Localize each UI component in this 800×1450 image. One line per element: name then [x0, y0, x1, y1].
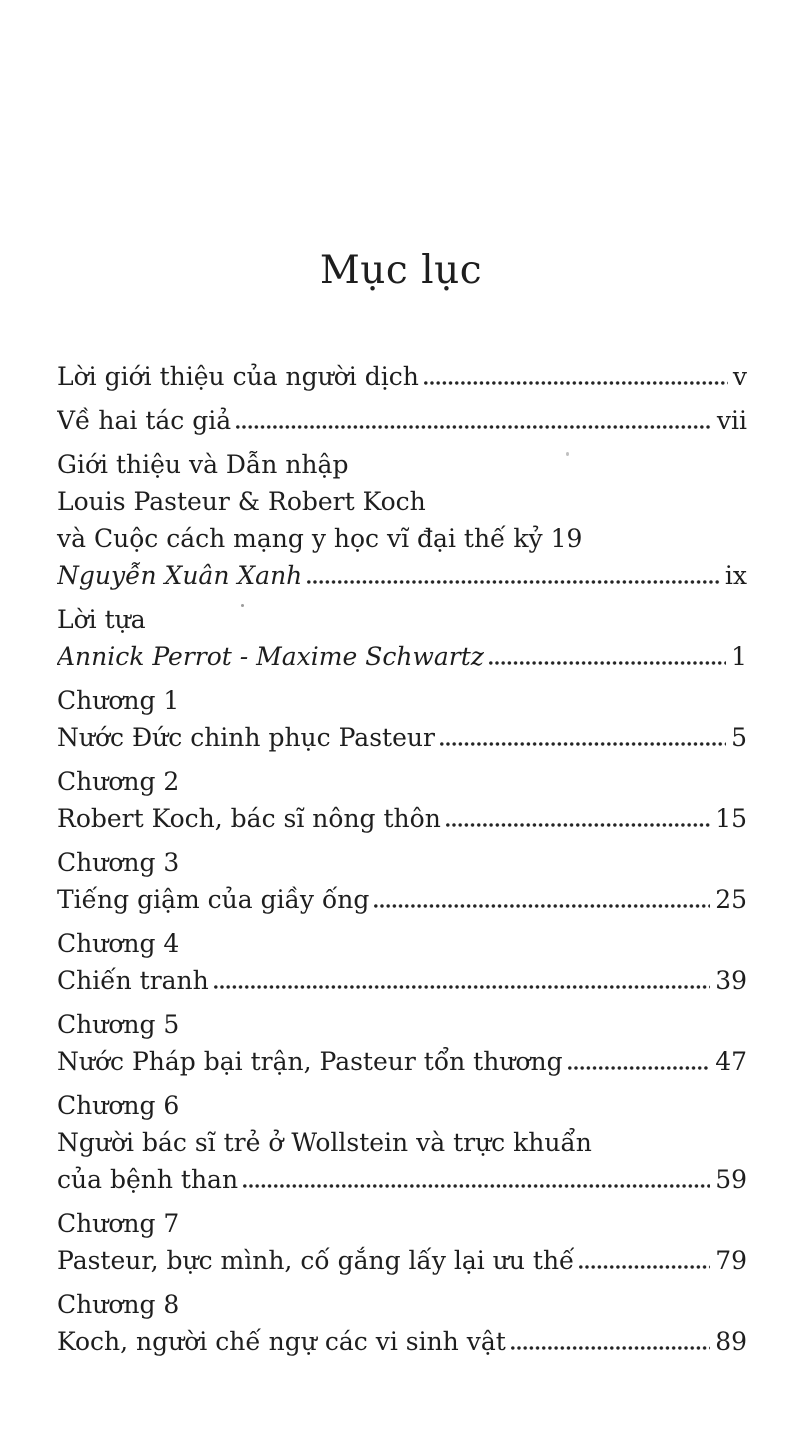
- toc-entry-heading: Lời tựa: [57, 605, 146, 634]
- toc-entry-page: ix: [724, 561, 747, 590]
- toc-entry-heading: Louis Pasteur & Robert Koch: [57, 487, 426, 516]
- toc-entry: [57, 682, 747, 756]
- dot-leader: [236, 425, 712, 429]
- toc-entry-title: Tiếng giậm của giầy ống: [57, 885, 370, 914]
- toc-entry-row: [57, 402, 747, 439]
- toc-entry-page: 25: [715, 885, 747, 914]
- toc-entry-page: 39: [715, 966, 747, 995]
- toc-entry: [57, 1286, 747, 1360]
- toc-entry-heading: Chương 7: [57, 1209, 180, 1238]
- toc-entry-title: Nước Đức chinh phục Pasteur: [57, 723, 435, 752]
- page-title: Mục lục: [319, 248, 483, 293]
- toc-entry-heading: Giới thiệu và Dẫn nhập: [57, 450, 349, 479]
- toc-entry-title: Về hai tác giả: [57, 406, 232, 435]
- toc-entry-row: [57, 1043, 747, 1080]
- dot-leader: [440, 742, 726, 746]
- toc-entry: [57, 446, 747, 594]
- toc-entry-row: [57, 1323, 747, 1360]
- toc-entry-row: [57, 358, 747, 395]
- toc-entry-row: [57, 638, 747, 675]
- toc-entry: [57, 1087, 747, 1198]
- toc-entry-page: 79: [715, 1246, 747, 1275]
- dot-leader: [243, 1184, 710, 1188]
- toc-entry-page: v: [732, 362, 747, 391]
- dot-leader: [511, 1346, 710, 1350]
- toc-entry-title: Koch, người chế ngự các vi sinh vật: [57, 1327, 506, 1356]
- toc-entry-page: vii: [716, 406, 747, 435]
- toc-entry-title: Robert Koch, bác sĩ nông thôn: [57, 804, 441, 833]
- toc-entry-title: Chiến tranh: [57, 966, 209, 995]
- toc-entry: [57, 402, 747, 439]
- toc-entry-page: 59: [715, 1165, 747, 1194]
- toc-entry-heading: Chương 5: [57, 1010, 180, 1039]
- dot-leader: [446, 823, 710, 827]
- toc-entry-heading: Chương 6: [57, 1091, 180, 1120]
- toc-entry-heading: Chương 8: [57, 1290, 180, 1319]
- toc-entry-row: [57, 881, 747, 918]
- toc-entry-row: [57, 1161, 747, 1198]
- dot-leader: [424, 381, 728, 385]
- scan-speck: [566, 452, 569, 456]
- dot-leader: [489, 661, 726, 665]
- toc-entry: [57, 925, 747, 999]
- toc-entry-page: 47: [715, 1047, 747, 1076]
- dot-leader: [568, 1066, 711, 1070]
- toc-entry-heading: Chương 4: [57, 929, 180, 958]
- toc-list: [57, 358, 747, 1367]
- toc-entry: [57, 844, 747, 918]
- toc-entry: [57, 763, 747, 837]
- toc-entry-page: 89: [715, 1327, 747, 1356]
- toc-entry-row: [57, 962, 747, 999]
- toc-entry: [57, 1006, 747, 1080]
- toc-entry-heading: Chương 3: [57, 848, 180, 877]
- dot-leader: [374, 904, 710, 908]
- dot-leader: [214, 985, 710, 989]
- toc-entry-heading: và Cuộc cách mạng y học vĩ đại thế kỷ 19: [57, 524, 583, 553]
- toc-entry: [57, 358, 747, 395]
- toc-entry-title: của bệnh than: [57, 1165, 239, 1194]
- toc-entry-page: 5: [731, 723, 747, 752]
- scan-speck: [241, 604, 244, 607]
- dot-leader: [307, 580, 720, 584]
- dot-leader: [579, 1265, 710, 1269]
- toc-entry-heading: Người bác sĩ trẻ ở Wollstein và trực khuẩn: [57, 1128, 592, 1157]
- toc-entry-title: Nước Pháp bại trận, Pasteur tổn thương: [57, 1047, 563, 1076]
- toc-entry-page: 1: [731, 642, 747, 671]
- toc-entry-heading: Chương 2: [57, 767, 180, 796]
- toc-entry-title: Lời giới thiệu của người dịch: [57, 362, 419, 391]
- toc-entry-row: [57, 557, 747, 594]
- toc-entry-row: [57, 800, 747, 837]
- toc-entry-row: [57, 1242, 747, 1279]
- toc-entry-title: Nguyễn Xuân Xanh: [57, 561, 303, 590]
- toc-entry-page: 15: [715, 804, 747, 833]
- toc-entry: [57, 601, 747, 675]
- toc-entry-heading: Chương 1: [57, 686, 180, 715]
- toc-entry-row: [57, 719, 747, 756]
- toc-entry: [57, 1205, 747, 1279]
- toc-entry-title: Pasteur, bực mình, cố gắng lấy lại ưu thế: [57, 1246, 575, 1275]
- toc-entry-title: Annick Perrot - Maxime Schwartz: [57, 642, 484, 671]
